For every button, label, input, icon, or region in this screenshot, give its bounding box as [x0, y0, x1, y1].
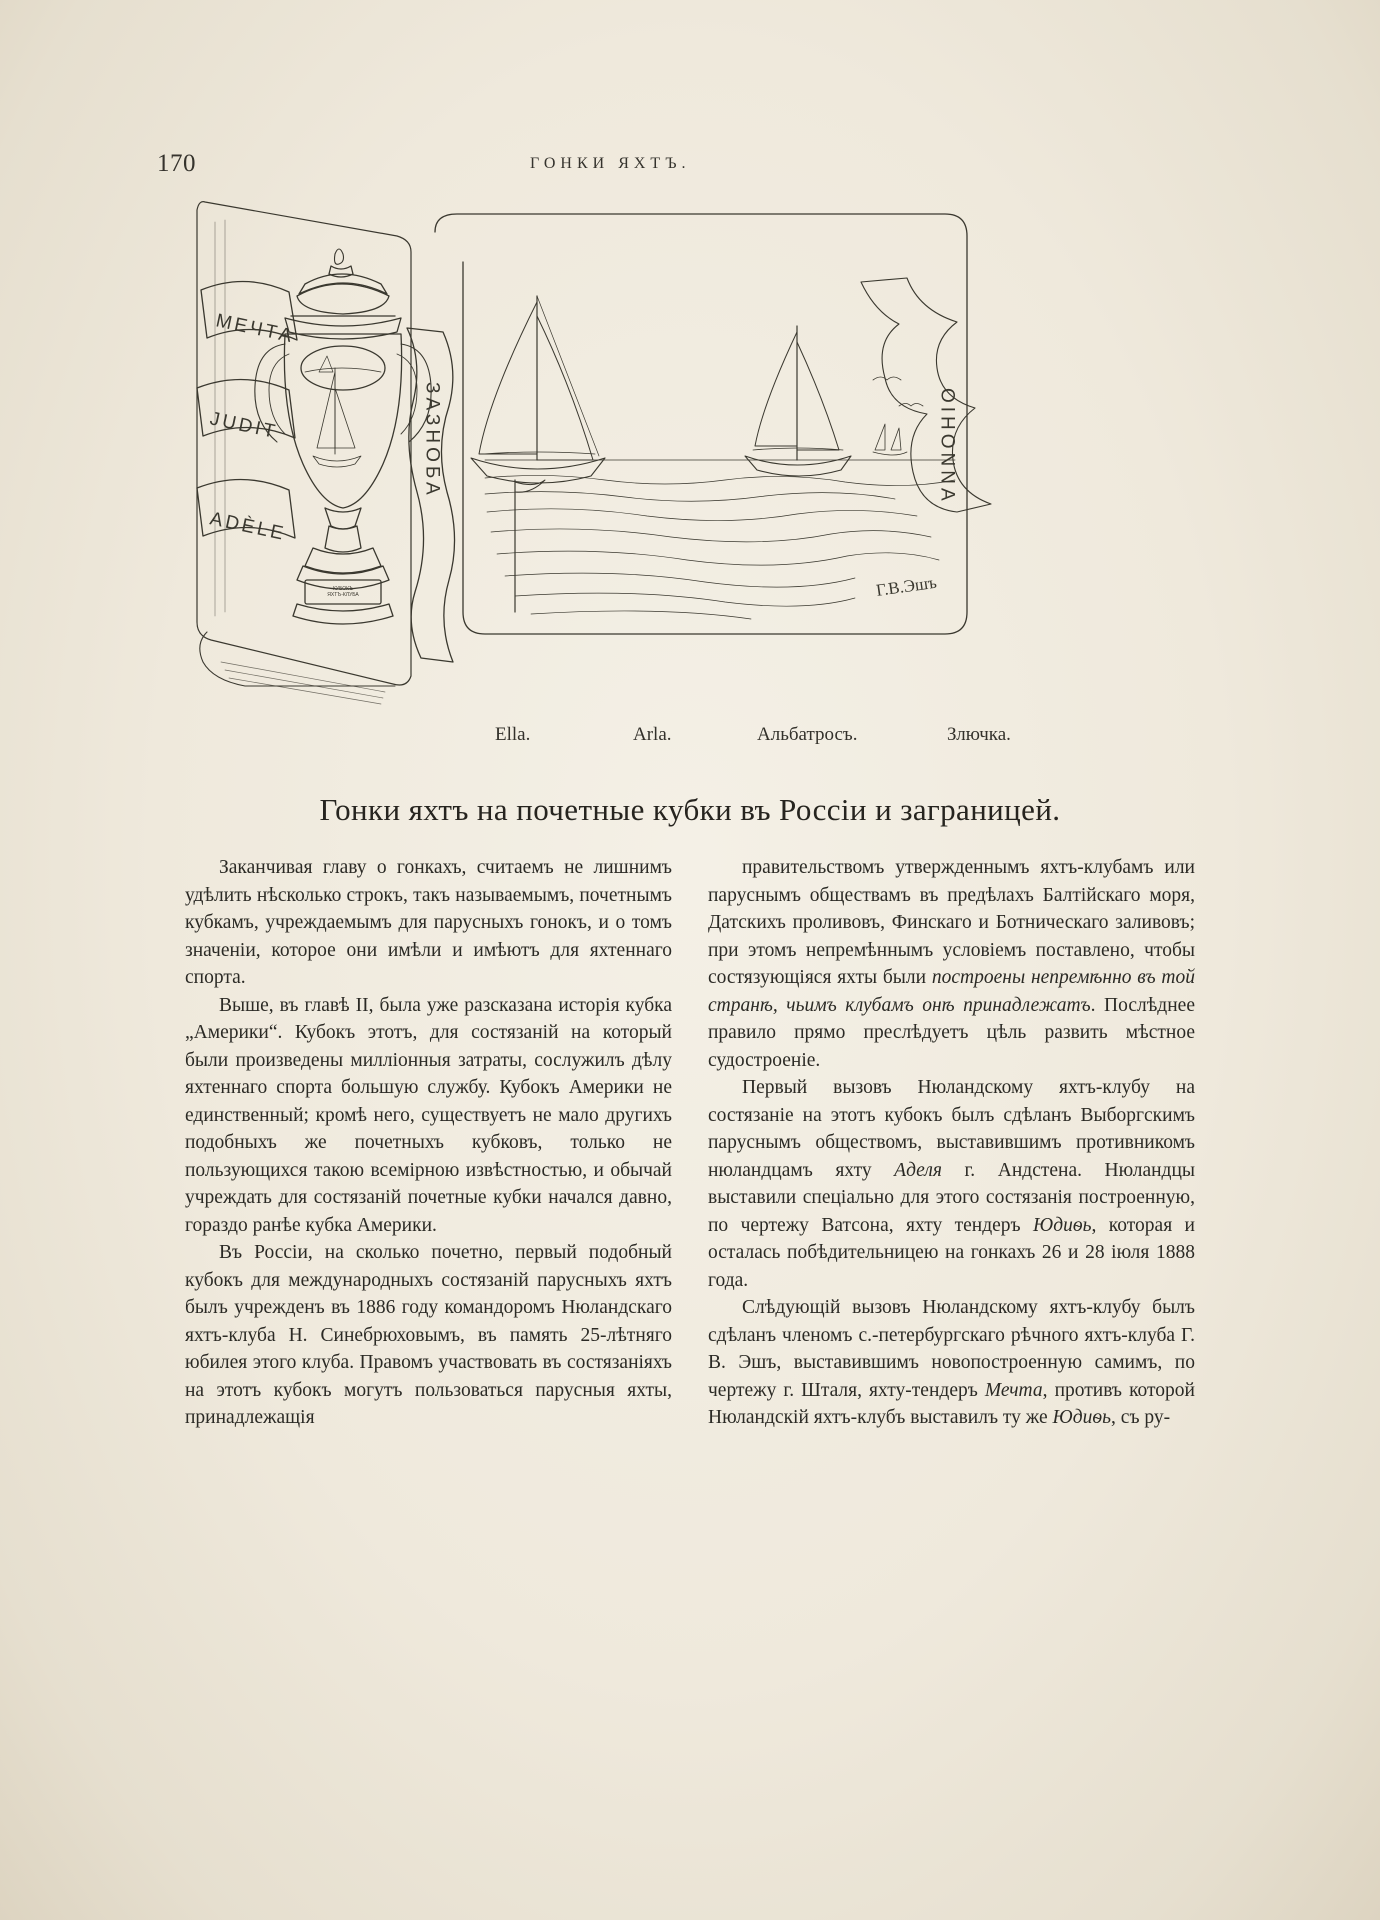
paragraph [708, 1294, 1195, 1432]
illustration [185, 192, 1195, 722]
text-run: , съ ру- [1111, 1407, 1171, 1428]
yacht-name-yudif: Юдиѳь [1033, 1214, 1092, 1236]
svg-text:JUDIT: JUDIT [207, 408, 280, 444]
svg-text:ЯХТЪ-КЛУБА: ЯХТЪ-КЛУБА [327, 592, 359, 598]
running-head [157, 150, 1195, 184]
svg-text:КУБОКЪ: КУБОКЪ [332, 586, 354, 592]
text-run: , которая и осталась побѣдительницею на гонкахъ 26 и 28 iюля 1888 года. [708, 1214, 1195, 1291]
column-right [708, 854, 1195, 1432]
figure-caption-2: Arla. [633, 724, 672, 745]
text-run: . Послѣднее правило прямо преслѣдуетъ цѣль развить мѣстное судостроенiе. [708, 994, 1195, 1071]
column-left [185, 854, 672, 1432]
page-number: 170 [157, 150, 196, 177]
page-content [157, 150, 1196, 1432]
text-run: , противъ которой Нюландскiй яхтъ-клубъ выставилъ ту же [708, 1379, 1195, 1428]
emphasis-rule-text: построены непремѣнно въ той странѣ, чьимъ клубамъ онѣ принадлежатъ [708, 967, 1196, 1016]
figure-caption-4: Злючка. [947, 724, 1011, 745]
illustration-drawing [185, 192, 1195, 722]
paragraph [708, 1074, 1195, 1294]
yacht-name-mechta: Мечта [984, 1379, 1043, 1401]
svg-text:OIHONNA: OIHONNA [936, 388, 958, 505]
text-run: Слѣдующiй вызовъ Нюландскому яхтъ-клубу былъ сдѣланъ членомъ с.-петербургскаго рѣчного яхтъ-клуба Г. В. Эшъ, выставившимъ новопостроенную самимъ, по чертежу г. Шталя, яхту-тендеръ [708, 1297, 1195, 1401]
artist-signature: Г.В.Эшъ [874, 572, 938, 600]
figure-caption-3: Альбатросъ. [757, 724, 858, 745]
article-title: Гонки яхтъ на почетные кубки въ Россiи и заграницей. [319, 792, 1061, 827]
svg-text:ЗАЗНОБА: ЗАЗНОБА [421, 382, 443, 499]
running-title: ГОНКИ ЯХТЪ. [530, 155, 691, 172]
paragraph: Выше, въ главѣ II, была уже разсказана исторiя кубка „Америки“. Кубокъ этотъ, для состязанiй на который были произведены миллiонныя затраты, сослужилъ дѣлу яхтеннаго спорта большую службу. Кубокъ Америки не единственный; кромѣ него, существуетъ не мало другихъ подобныхъ же почетныхъ кубковъ, только не пользующихся такою всемiрною извѣстностью, и обычай учреждать для состязанiй почетные кубки начался давно, гораздо ранѣе кубка Америки. [185, 994, 672, 1236]
text-run: правительствомъ утвержденнымъ яхтъ-клубамъ или паруснымъ обществамъ въ предѣлахъ Балтiйскаго моря, Датскихъ проливовъ, Финскаго и Ботническаго заливовъ; при этомъ непремѣннымъ условiемъ поставлено, чтобы состязующiяся яхты были [708, 857, 1195, 988]
paragraph: Заканчивая главу о гонкахъ, считаемъ не лишнимъ удѣлить нѣсколько строкъ, такъ называемымъ, почетнымъ кубкамъ, учреждаемымъ для парусныхъ гонокъ, и о томъ значенiи, которое они имѣли и имѣютъ для яхтеннаго спорта. [185, 857, 672, 988]
figure-caption-1: Ella. [495, 724, 531, 745]
paragraph [708, 854, 1195, 1074]
text-run: Первый вызовъ Нюландскому яхтъ-клубу на состязанiе на этотъ кубокъ былъ сдѣланъ Выборгскимъ паруснымъ обществомъ, выставившимъ противникомъ нюландцамъ яхту [708, 1077, 1195, 1181]
yacht-name-yudif-2: Юдиѳь [1052, 1407, 1112, 1428]
yacht-name-adelya: Аделя [894, 1159, 942, 1181]
article-body [185, 854, 1195, 1432]
svg-text:ADÈLE: ADÈLE [207, 508, 288, 545]
paragraph: Въ Россiи, на сколько почетно, первый подобный кубокъ для международныхъ состязанiй парусныхъ яхтъ былъ учрежденъ въ 1886 году командоромъ Нюландскаго яхтъ-клуба Н. Синебрюховымъ, въ память 25-лѣтняго юбилея этого клуба. Правомъ участвовать въ состязанiяхъ на этотъ кубокъ могутъ пользоваться парусныя яхты, принадлежащiя [185, 1242, 672, 1428]
text-run: г. Андстена. Нюландцы выставили спецiально для этого состязанiя построенную, по чертежу Ватсона, яхту тендеръ [708, 1159, 1195, 1236]
figure-captions [185, 724, 1195, 752]
svg-text:МЕЧТА: МЕЧТА [213, 310, 297, 348]
